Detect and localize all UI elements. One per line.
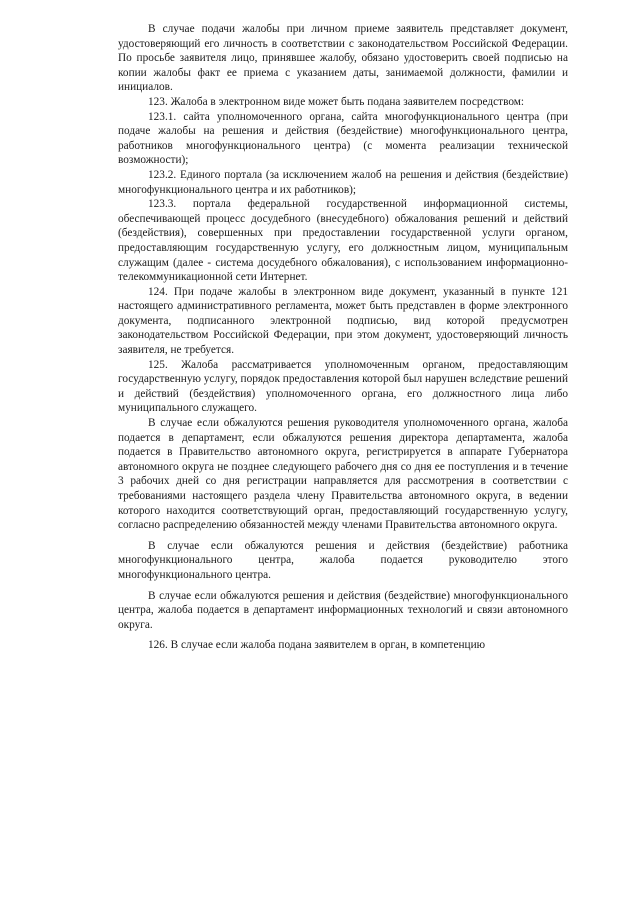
paragraph-head-decisions: В случае если обжалуются решения руководителя уполномоченного органа, жалоба подается в департамент, если обжалуются решения директора департамента, жалоба подается в Правительство автономного округа, регистрируется в аппарате Губернатора автономного округа не позднее следующего рабочего дня со дня ее поступления и в течение 3 рабочих дней со дня регистрации направляется для рассмотрения в соответствии с требованиями настоящего раздела члену Правительства автономного округа, в ведении которого находится соответствующий орган, предоставляющий государственную услугу, согласно распределению обязанностей между членами Правительства автономного округа. — [118, 417, 568, 532]
document-page — [118, 22, 568, 653]
paragraph-123-3: 123.3. портала федеральной государственной информационной системы, обеспечивающей процесс досудебного (внесудебного) обжалования решений и действий (бездействия), совершенных при предоставлении государственной услуги органом, предоставляющим государственную услугу, его должностным лицом, муниципальным служащим (далее - система досудебного обжалования), с использованием информационно-телекоммуникационной сети Интернет. — [118, 198, 568, 284]
paragraph-126: 126. В случае если жалоба подана заявителем в орган, в компетенцию — [148, 639, 486, 652]
paragraph-personal-reception: В случае подачи жалобы при личном приеме заявитель представляет документ, удостоверяющий его личность в соответствии с законодательством Российской Федерации. По просьбе заявителя лицо, принявшее жалобу, обязано удостоверить своей подписью на копии жалобы факт ее приема с указанием даты, занимаемой должности, фамилии и инициалов. — [118, 23, 568, 94]
paragraph-124: 124. При подаче жалобы в электронном виде документ, указанный в пункте 121 настоящего административного регламента, может быть представлен в форме электронного документа, подписанного электронной подписью, вид которой предусмотрен законодательством Российской Федерации, при этом документ, удостоверяющий личность заявителя, не требуется. — [118, 285, 568, 357]
paragraph-123-1: 123.1. сайта уполномоченного органа, сайта многофункционального центра (при подаче жалобы на решения и действия (бездействие) многофункционального центра, работников многофункционального центра) (с момента реализации технической возможности); — [118, 110, 568, 167]
paragraph-123: 123. Жалоба в электронном виде может быть подана заявителем посредством: — [148, 95, 525, 108]
paragraph-mfc-employee: В случае если обжалуются решения и действия (бездействие) работника многофункционального центра, жалоба подается руководителю этого многофункционального центра. — [118, 539, 568, 581]
paragraph-125: 125. Жалоба рассматривается уполномоченным органом, предоставляющим государственную услугу, порядок предоставления которой был нарушен вследствие решений и действий (бездействия) уполномоченного органа, его должностного лица либо муниципального служащего. — [118, 358, 568, 415]
paragraph-123-2: 123.2. Единого портала (за исключением жалоб на решения и действия (бездействие) многофункционального центра и их работников); — [118, 168, 568, 196]
paragraph-mfc: В случае если обжалуются решения и действия (бездействие) многофункционального центра, жалоба подается в департамент информационных технологий и связи автономного округа. — [118, 589, 568, 631]
